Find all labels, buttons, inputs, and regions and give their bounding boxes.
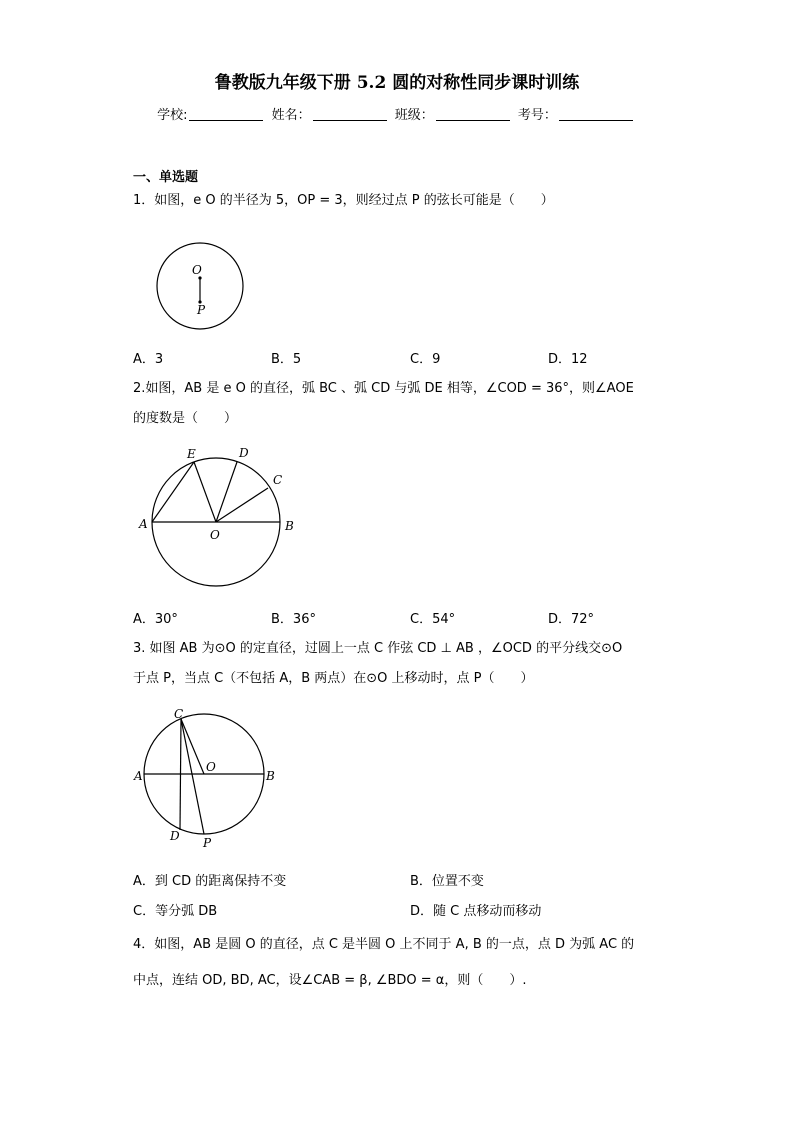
label-p: P [197,303,206,317]
segment-co [181,719,204,774]
q2-option-d[interactable]: D．72° [548,612,595,627]
page-title: 鲁教版九年级下册 5.2 圆的对称性同步课时训练 [214,73,580,93]
chord-cd [180,719,181,830]
q3-option-a[interactable]: A．到 CD 的距离保持不变 [133,874,287,889]
q1-option-c[interactable]: C．9 [410,352,441,367]
label-b: B [266,769,275,783]
question-2-line2: 的度数是（ ） [133,411,238,426]
segment-ae [152,462,194,522]
q3-option-c[interactable]: C．等分弧 DB [133,904,218,919]
segment-oc [216,488,268,522]
label-e: E [187,447,196,461]
label-d: D [170,829,180,843]
name-label: 姓名： [271,108,311,123]
segment-oe [194,462,216,522]
id-blank[interactable] [559,108,633,121]
section-heading: 一、单选题 [133,170,199,185]
q1-option-b[interactable]: B．5 [271,352,302,367]
label-d: D [239,446,249,460]
q2-option-a[interactable]: A．30° [133,612,178,627]
label-b: B [285,519,294,533]
class-label: 班级： [394,108,434,123]
question-4-line2: 中点，连结 OD, BD, AC，设∠CAB = β, ∠BDO = α，则（ ）. [133,973,527,988]
student-info-line [0,104,794,123]
id-label: 考号： [517,108,557,123]
question-1-text: 1．如图，e O 的半径为 5，OP = 3，则经过点 P 的弦长可能是（ ） [133,193,554,208]
question-1-figure [148,240,252,332]
segment-cp [181,719,204,834]
name-blank[interactable] [313,108,387,121]
label-c: C [273,473,283,487]
class-blank[interactable] [436,108,510,121]
school-blank[interactable] [189,108,263,121]
label-o: O [192,263,202,277]
q2-option-c[interactable]: C．54° [410,612,456,627]
label-o: O [210,528,220,542]
question-2-figure [136,444,302,590]
q3-option-b[interactable]: B．位置不变 [410,874,484,889]
label-p: P [203,836,212,850]
q2-option-b[interactable]: B．36° [271,612,316,627]
school-label: 学校: [157,108,188,123]
q1-option-a[interactable]: A．3 [133,352,164,367]
question-3-line2: 于点 P，当点 C（不包括 A，B 两点）在⊙O 上移动时，点 P（ ） [133,671,534,686]
q1-option-d[interactable]: D．12 [548,352,588,367]
label-o: O [206,760,216,774]
label-a: A [139,517,148,531]
q3-option-d[interactable]: D．随 C 点移动而移动 [410,904,542,919]
question-2-line1: 2.如图，AB 是 e O 的直径，弧 BC 、弧 CD 与弧 DE 相等，∠COD = 36°，则∠AOE [133,381,634,396]
question-4-line1: 4．如图，AB 是圆 O 的直径，点 C 是半圆 O 上不同于 A, B 的一点，点 D 为弧 AC 的 [133,937,635,952]
segment-od [216,462,237,522]
label-a: A [134,769,143,783]
question-3-line1: 3. 如图 AB 为⊙O 的定直径，过圆上一点 C 作弦 CD ⊥ AB ，∠OCD 的平分线交⊙O [133,641,623,656]
question-3-figure [132,706,282,852]
label-c: C [174,707,184,721]
